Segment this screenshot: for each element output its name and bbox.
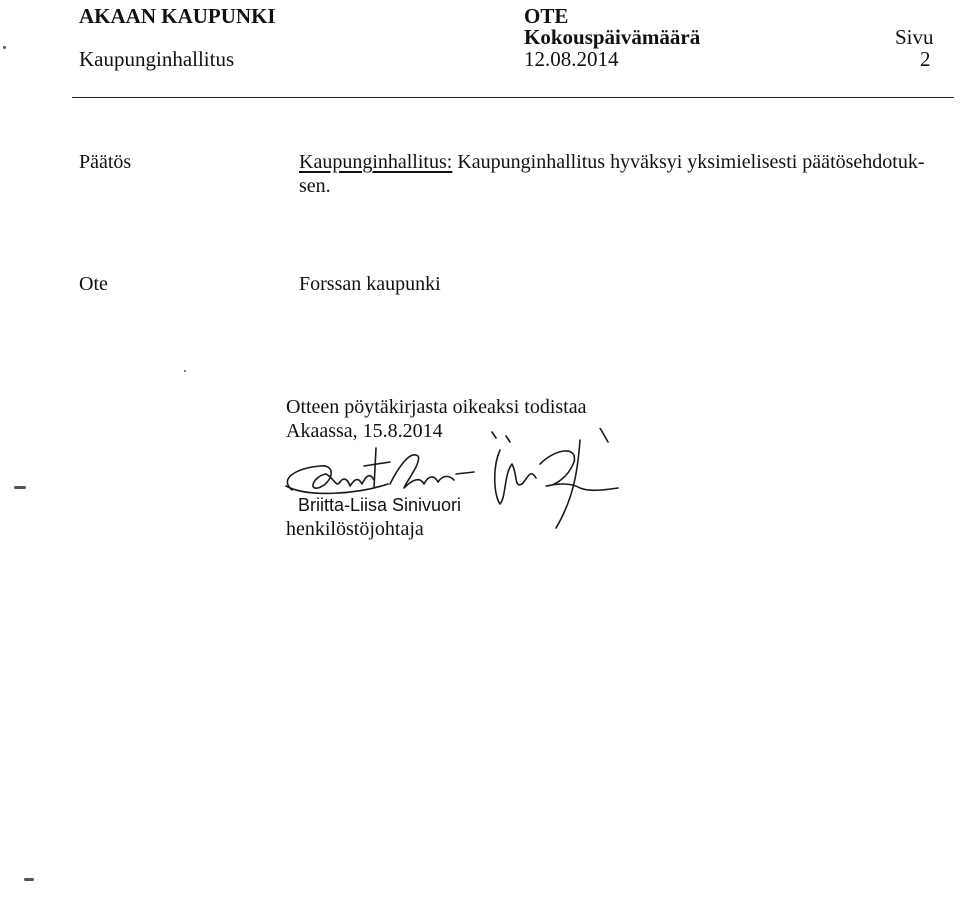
extract-recipient: Forssan kaupunki (299, 273, 441, 295)
document-type: OTE (524, 4, 569, 28)
decision-text-line2: sen. (299, 175, 331, 197)
certification-statement: Otteen pöytäkirjasta oikeaksi todistaa (286, 396, 587, 418)
signer-title: henkilöstöjohtaja (286, 518, 424, 540)
meeting-date-label: Kokouspäivämäärä (524, 25, 701, 49)
body-name: Kaupunginhallitus (79, 47, 235, 71)
page-label: Sivu (895, 25, 934, 49)
meeting-date: 12.08.2014 (524, 47, 619, 71)
decision-body-prefix: Kaupunginhallitus: (299, 151, 453, 173)
decision-text: Kaupunginhallitus hyväksyi yksimielisesti päätösehdotuk- (457, 151, 925, 173)
extract-label: Ote (79, 273, 108, 295)
organization-name: AKAAN KAUPUNKI (79, 4, 276, 28)
signer-name: Briitta-Liisa Sinivuori (298, 495, 462, 515)
decision-text-line1 (299, 150, 925, 174)
decision-label: Päätös (79, 151, 132, 173)
header-divider (72, 97, 954, 98)
page-number: 2 (920, 47, 931, 71)
certification-place-date: Akaassa, 15.8.2014 (286, 420, 443, 442)
